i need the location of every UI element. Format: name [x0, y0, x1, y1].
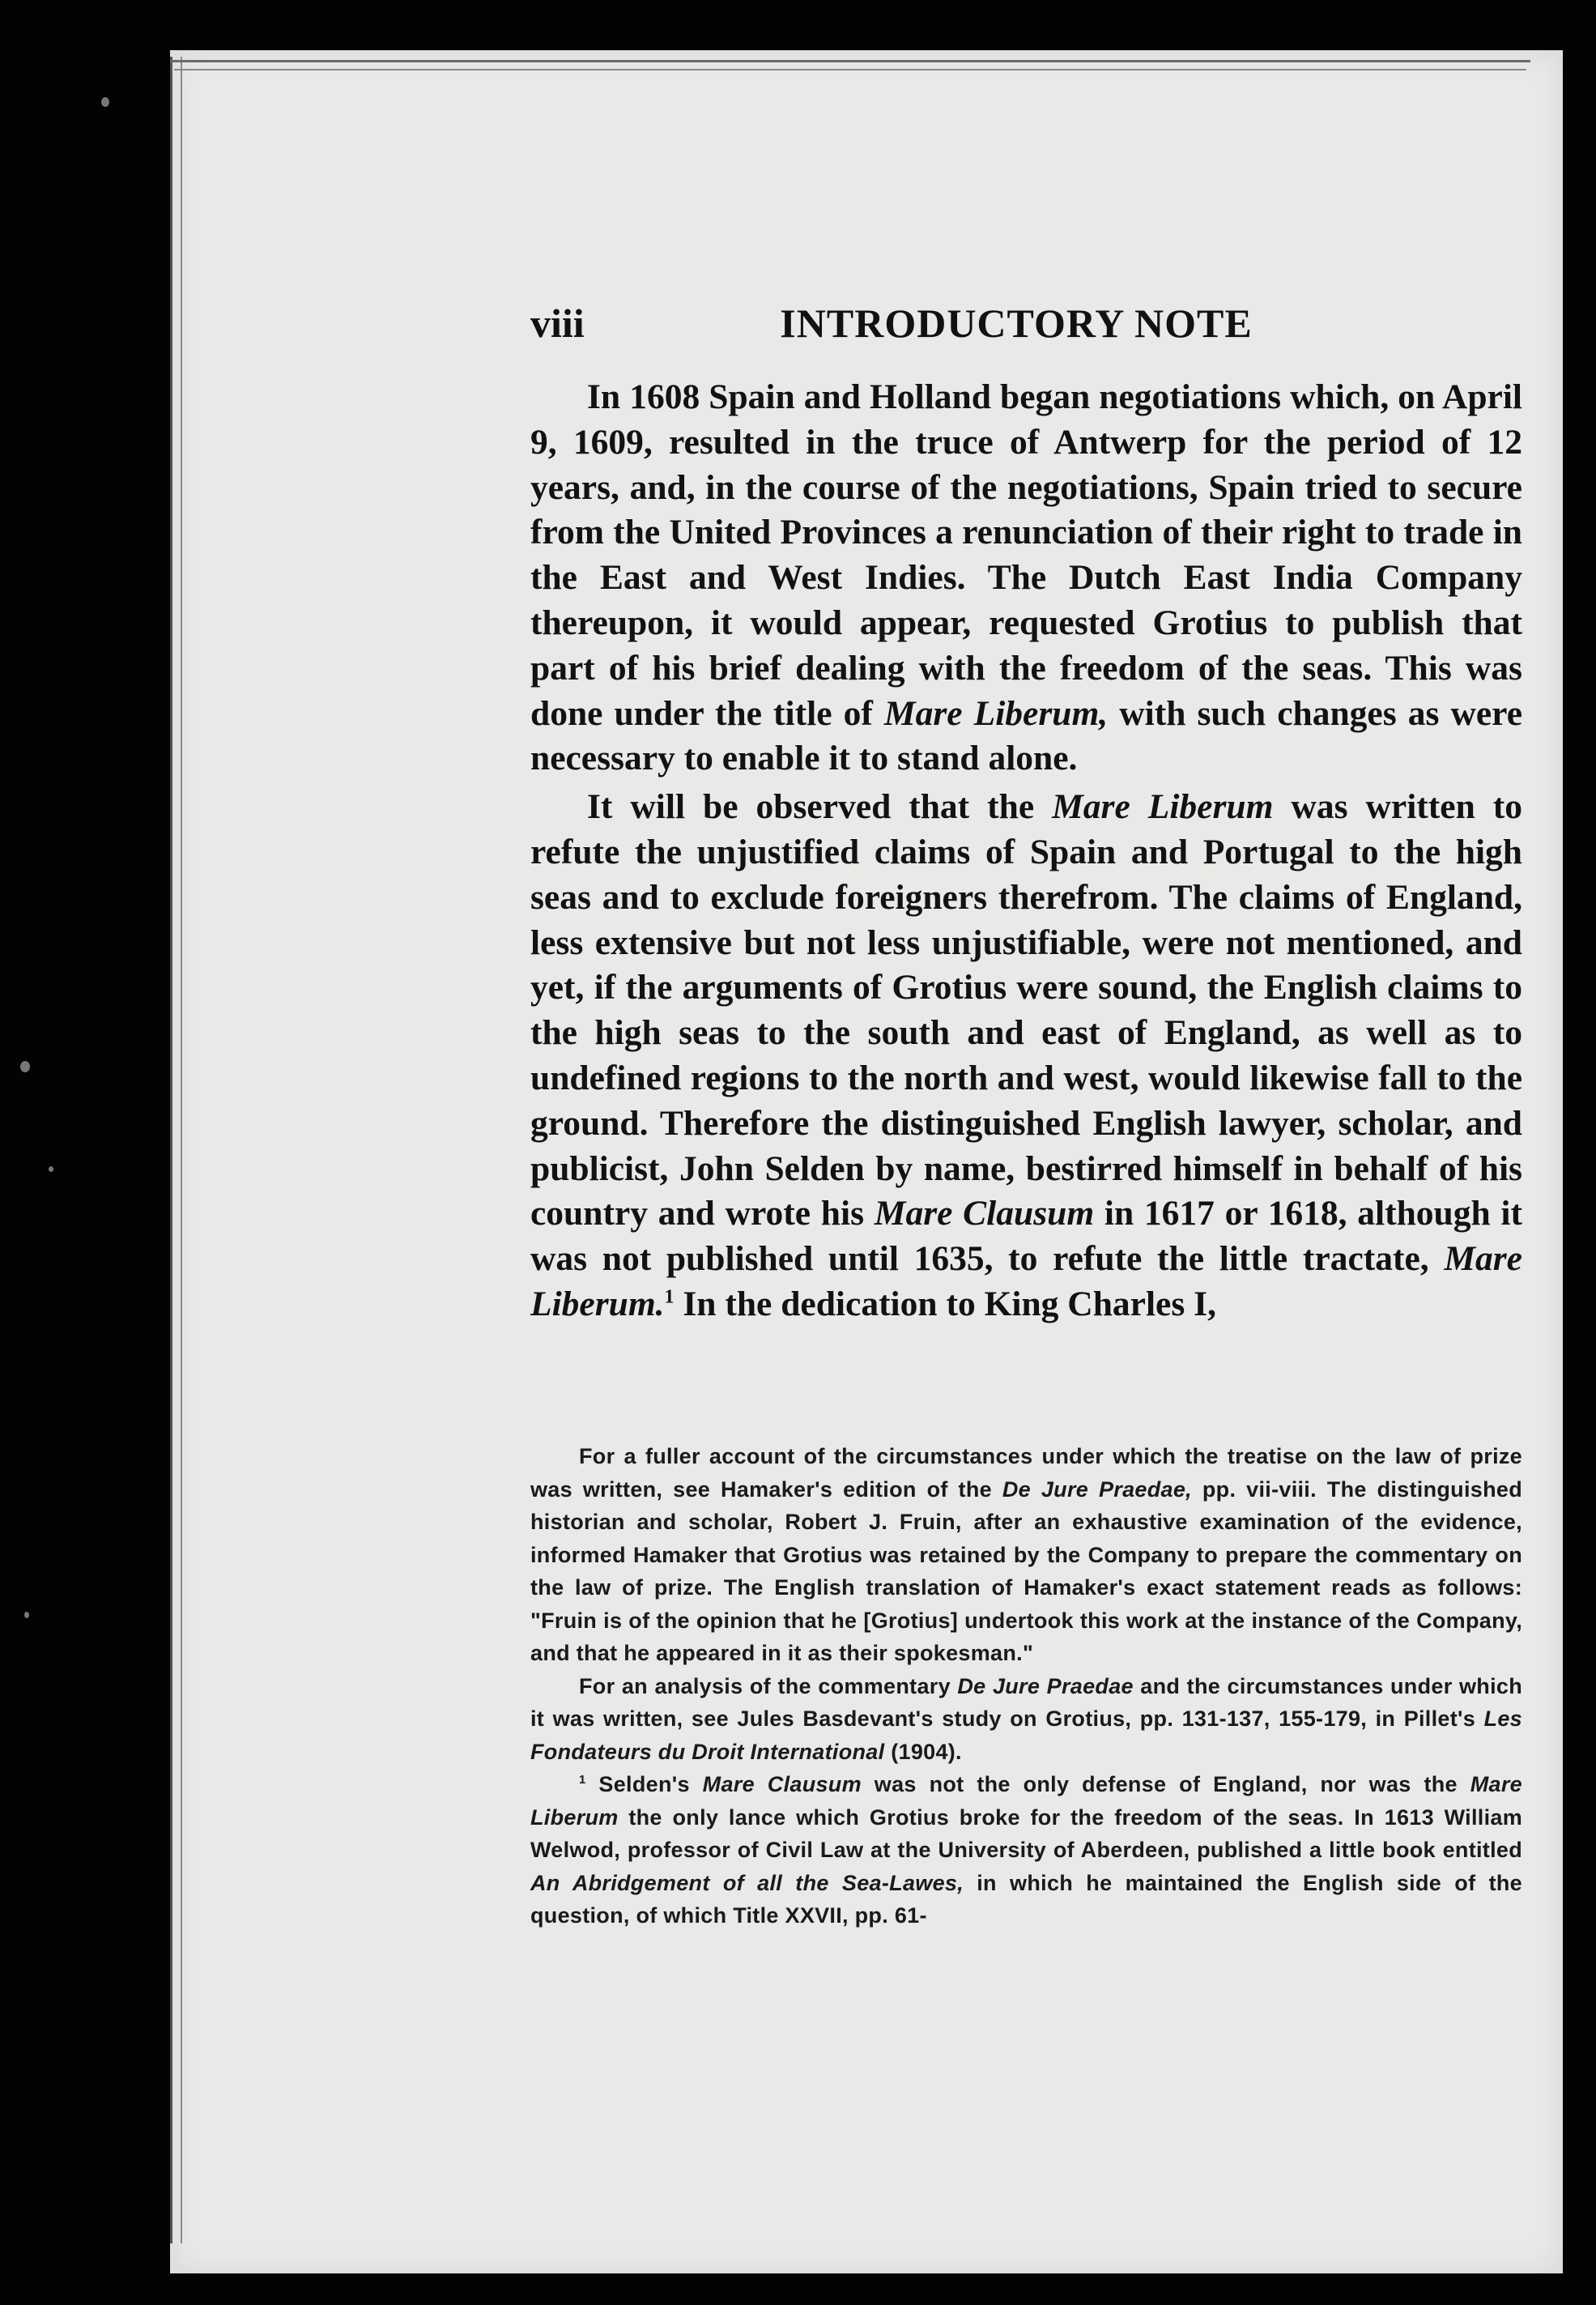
- paragraph-1-text: In 1608 Spain and Holland began negotiations which, on April 9, 1609, resulted in the truce of Antwerp for the period of 12 years, and, in the course of the negotiations, Spain tried to secure from the United Provinces a renunciation of their right to trade in the East and West Indies. The Dutch East India Company thereupon, it would appear, requested Grotius to publish that part of his brief dealing with the freedom of the seas. This was done under the title of: [530, 377, 1522, 733]
- page-header: [530, 300, 1543, 356]
- footnote-reference: 1: [664, 1286, 675, 1308]
- italic-les-fondateurs: Les Fondateurs du Droit International: [530, 1706, 1522, 1764]
- footnote-continued-a: [530, 1440, 1522, 1670]
- page-number: viii: [530, 300, 585, 346]
- paragraph-2-part-2: was written to refute the unjustified claims of Spain and Portugal to the high seas and to exclude foreigners therefrom. The claims of England, less extensive but not less unjustifiable, were not mentioned, and yet, if the arguments of Grotius were sound, the English claims to the high seas to the south and east of England, as well as to undefined regions to the north and west, would likewise fall to the ground. Therefore the distinguished English lawyer, scholar, and publicist, John Selden by name, bestirred himself in behalf of his country and wrote his: [530, 787, 1522, 1233]
- paragraph-2-part-3: in 1617 or 1618, although it was not published until 1635, to refute the little tractate,: [530, 1194, 1522, 1279]
- footnote-a-part-1: For a fuller account of the circumstances under which the treatise on the law of prize was written, see Hamaker's edition of the: [530, 1444, 1522, 1502]
- footnote-b-part-2: and the circumstances under which it was written, see Jules Basdevant's study on Grotius, pp. 131-137, 155-179, in Pillet's: [530, 1673, 1522, 1731]
- footnote-1-part-1: Selden's: [585, 1772, 703, 1796]
- footnote-1: [530, 1768, 1522, 1932]
- italic-title-mare-liberum: Mare Liberum,: [883, 693, 1109, 733]
- footnote-a-part-2: pp. vii-viii. The distinguished historian and scholar, Robert J. Fruin, after an exhaustive examination of the evidence, informed Hamaker that Grotius was retained by the Company to prepare the commentary on the law of prize. The English translation of Hamaker's exact statement reads as follows: "Fruin is of the opinion that he [Grotius] undertook this work at the instance of the Company, and that he appeared in it as their spokesman.": [530, 1476, 1522, 1665]
- running-head: INTRODUCTORY NOTE: [780, 300, 1253, 346]
- italic-title-mare-clausum: Mare Clausum: [874, 1194, 1095, 1233]
- scan-speck: [49, 1166, 53, 1172]
- footnote-b-part-3: (1904).: [884, 1739, 962, 1764]
- footnotes: [530, 1440, 1522, 1932]
- footnote-1-part-3: the only lance which Grotius broke for the freedom of the seas. In 1613 William Welwod, professor of Civil Law at the University of Aberdeen, published a little book entitled: [530, 1804, 1522, 1862]
- footnote-b-part-1: For an analysis of the commentary: [579, 1673, 958, 1698]
- footnote-marker: 1: [579, 1774, 586, 1787]
- paragraph-2: [530, 785, 1522, 1327]
- italic-de-jure-praedae: De Jure Praedae,: [1002, 1476, 1192, 1502]
- paragraph-2-part-4: In the dedication to King Charles I,: [674, 1284, 1216, 1323]
- footnote-1-part-2: was not the only defense of England, nor was the: [861, 1772, 1470, 1796]
- scan-speck: [101, 97, 109, 107]
- scan-speck: [24, 1612, 29, 1618]
- main-text: [530, 375, 1522, 1327]
- italic-title-mare-liberum: Mare Liberum: [1052, 787, 1274, 827]
- italic-mare-clausum: Mare Clausum: [702, 1772, 862, 1796]
- italic-title-mare-liberum: Mare Liberum.: [530, 1239, 1522, 1323]
- paragraph-1: [530, 375, 1522, 782]
- footnote-1-part-4: in which he maintained the English side of the question, of which Title XXVII, pp. 61-: [530, 1870, 1522, 1928]
- paragraph-2-part-1: It will be observed that the: [587, 787, 1053, 827]
- scan-speck: [20, 1061, 30, 1072]
- italic-abridgement: An Abridgement of all the Sea-Lawes,: [530, 1870, 964, 1895]
- paragraph-1-text-end: with such changes as were necessary to enable it to stand alone.: [530, 693, 1522, 778]
- italic-mare-liberum: Mare Liberum: [530, 1772, 1522, 1830]
- page-top-edge-line-inner: [174, 69, 1526, 70]
- footnote-continued-b: [530, 1670, 1522, 1769]
- page-top-edge-line: [170, 60, 1530, 62]
- italic-de-jure-praedae: De Jure Praedae: [957, 1673, 1134, 1698]
- page-binding-edge: [170, 57, 182, 2243]
